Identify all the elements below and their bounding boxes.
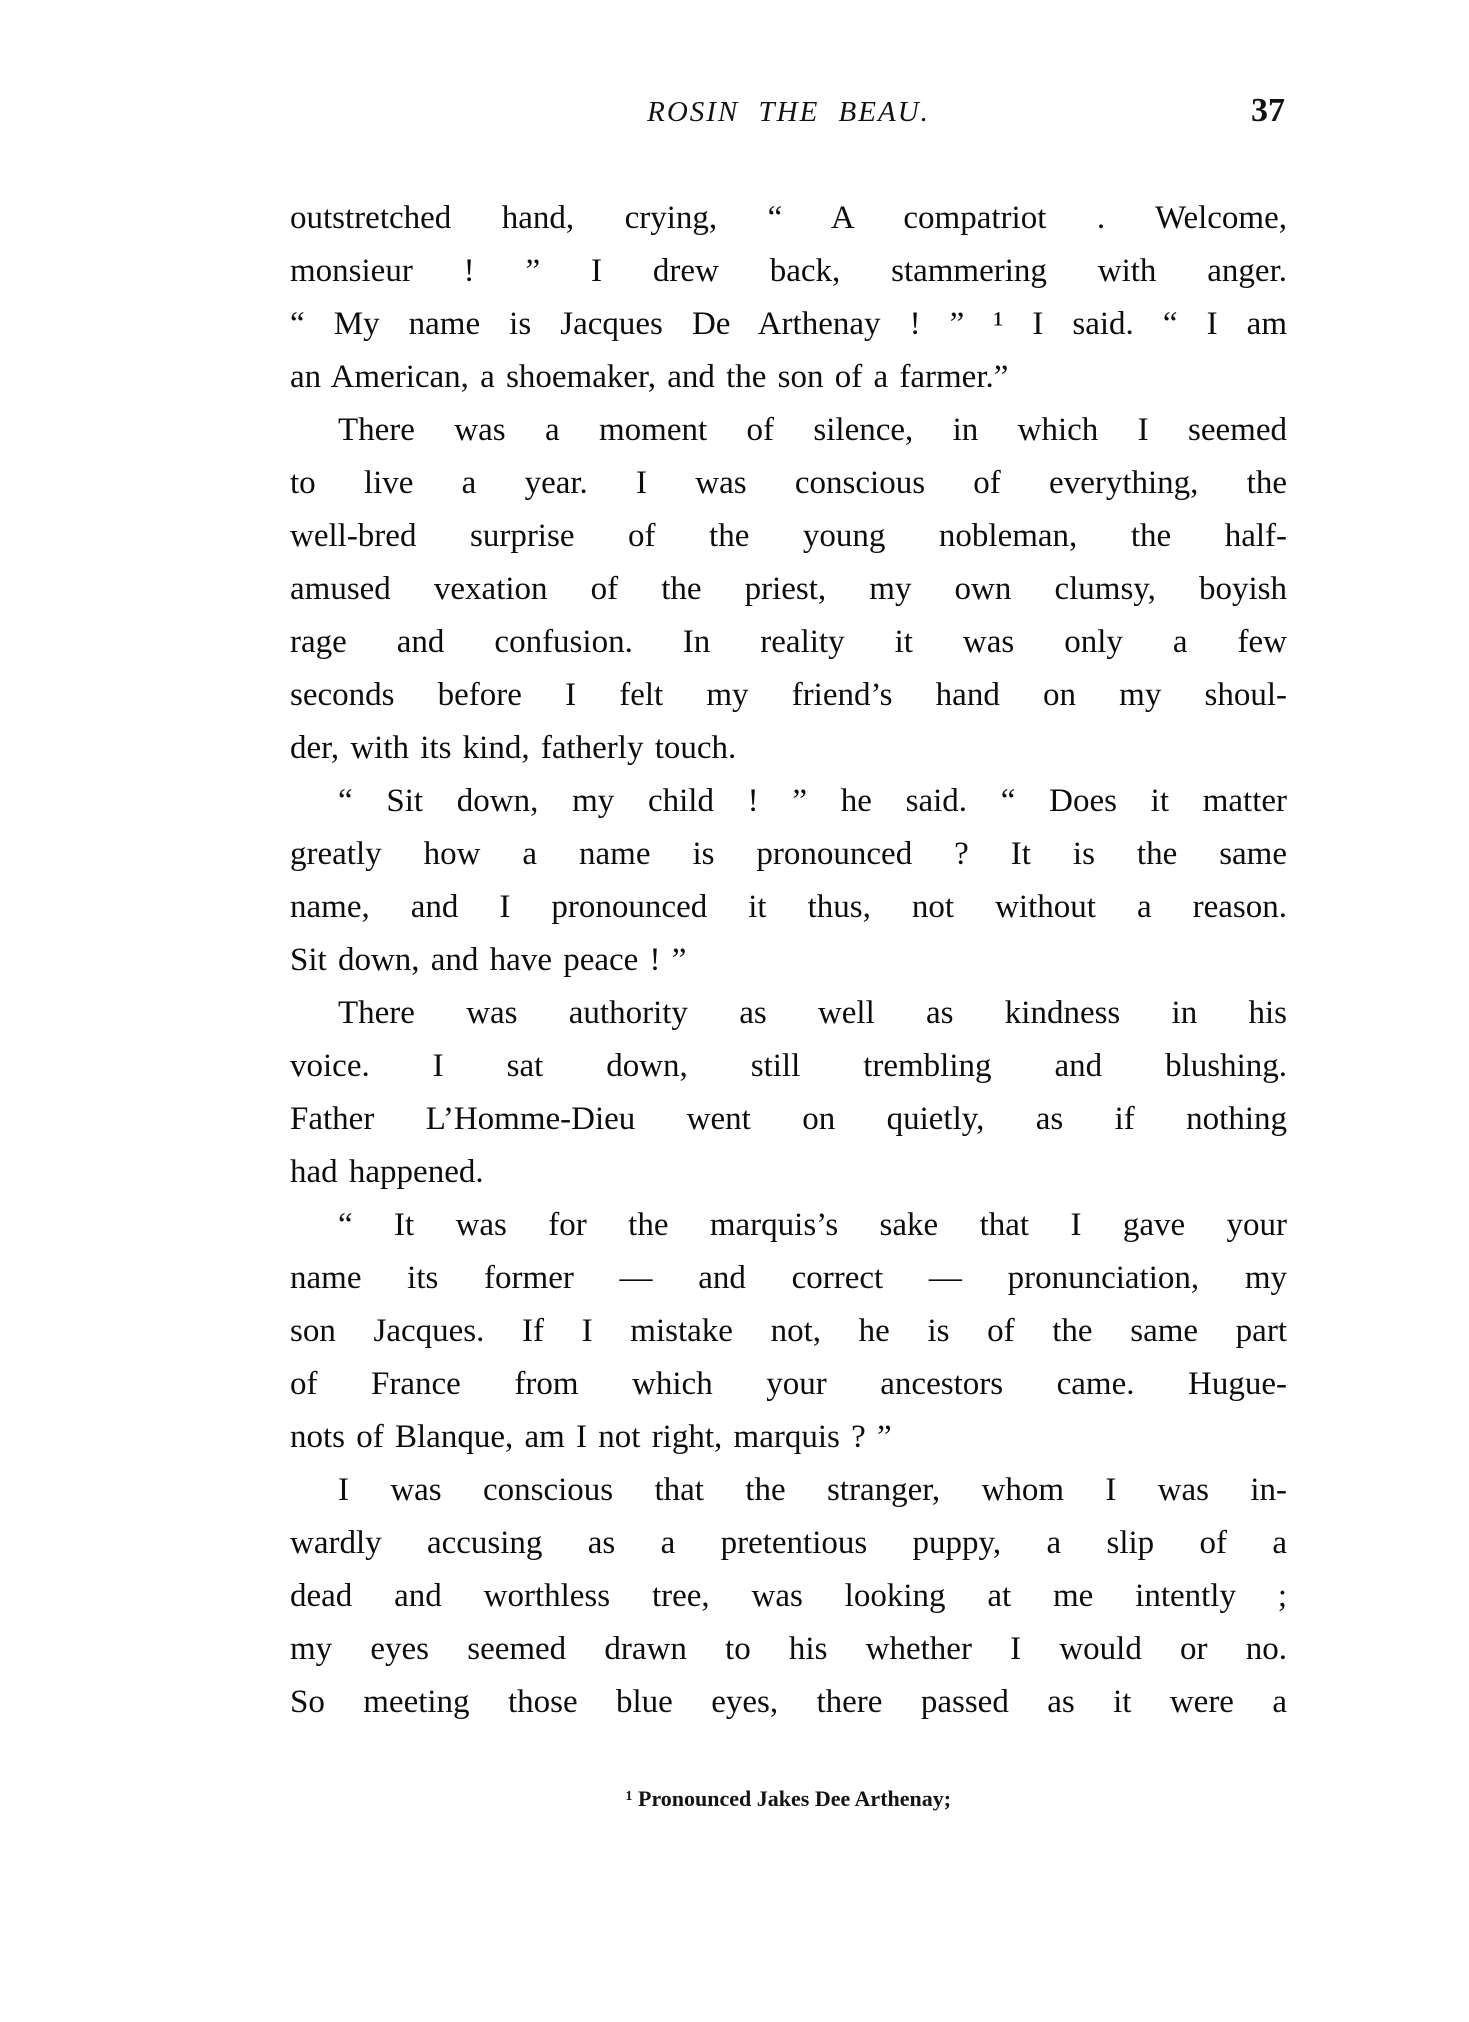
paragraph [290,192,1287,404]
text-line: well-bred surprise of the young nobleman, the half- [290,518,1287,554]
text-line: “ My name is Jacques De Arthenay ! ” ¹ I said. “ I am [290,306,1287,342]
text-line: monsieur ! ” I drew back, stammering with anger. [290,253,1287,289]
text-line: my eyes seemed drawn to his whether I would or no. [290,1631,1287,1667]
text-line: name, and I pronounced it thus, not without a reason. [290,889,1287,925]
text-line: son Jacques. If I mistake not, he is of the same part [290,1313,1287,1349]
text-line: There was authority as well as kindness in his [338,995,1287,1031]
text-line: Sit down, and have peace ! ” [290,942,687,978]
text-line: There was a moment of silence, in which I seemed [338,412,1287,448]
paragraph [290,987,1287,1199]
running-title: ROSIN THE BEAU. [647,96,930,128]
text-line: So meeting those blue eyes, there passed as it were a [290,1684,1287,1720]
text-line: name its former — and correct — pronunciation, my [290,1260,1287,1296]
text-line: dead and worthless tree, was looking at me intently ; [290,1578,1287,1614]
text-line: der, with its kind, fatherly touch. [290,730,737,766]
page-header [290,92,1287,140]
text-line: voice. I sat down, still trembling and blushing. [290,1048,1287,1084]
paragraph [290,775,1287,987]
text-line: I was conscious that the stranger, whom I was in- [338,1472,1287,1508]
paragraph [290,1464,1287,1729]
text-line: greatly how a name is pronounced ? It is the same [290,836,1287,872]
text-line: to live a year. I was conscious of everything, the [290,465,1287,501]
text-line: outstretched hand, crying, “ A compatriot . Welcome, [290,200,1287,236]
text-line: “ Sit down, my child ! ” he said. “ Does it matter [338,783,1287,819]
text-line: “ It was for the marquis’s sake that I gave your [338,1207,1287,1243]
paragraph [290,1199,1287,1464]
page-number: 37 [1251,92,1285,129]
text-block [290,192,1287,1729]
paragraph [290,404,1287,775]
text-line: Father L’Homme-Dieu went on quietly, as if nothing [290,1101,1287,1137]
text-line: of France from which your ancestors came. Hugue- [290,1366,1287,1402]
text-line: seconds before I felt my friend’s hand on my shoul- [290,677,1287,713]
text-line: amused vexation of the priest, my own clumsy, boyish [290,571,1287,607]
text-line: an American, a shoemaker, and the son of a farmer.” [290,359,1009,395]
text-line: wardly accusing as a pretentious puppy, a slip of a [290,1525,1287,1561]
text-line: nots of Blanque, am I not right, marquis ? ” [290,1419,892,1455]
footnote: ¹ Pronounced Jakes Dee Arthenay; [625,1786,952,1811]
text-line: rage and confusion. In reality it was only a few [290,624,1287,660]
text-line: had happened. [290,1154,484,1190]
